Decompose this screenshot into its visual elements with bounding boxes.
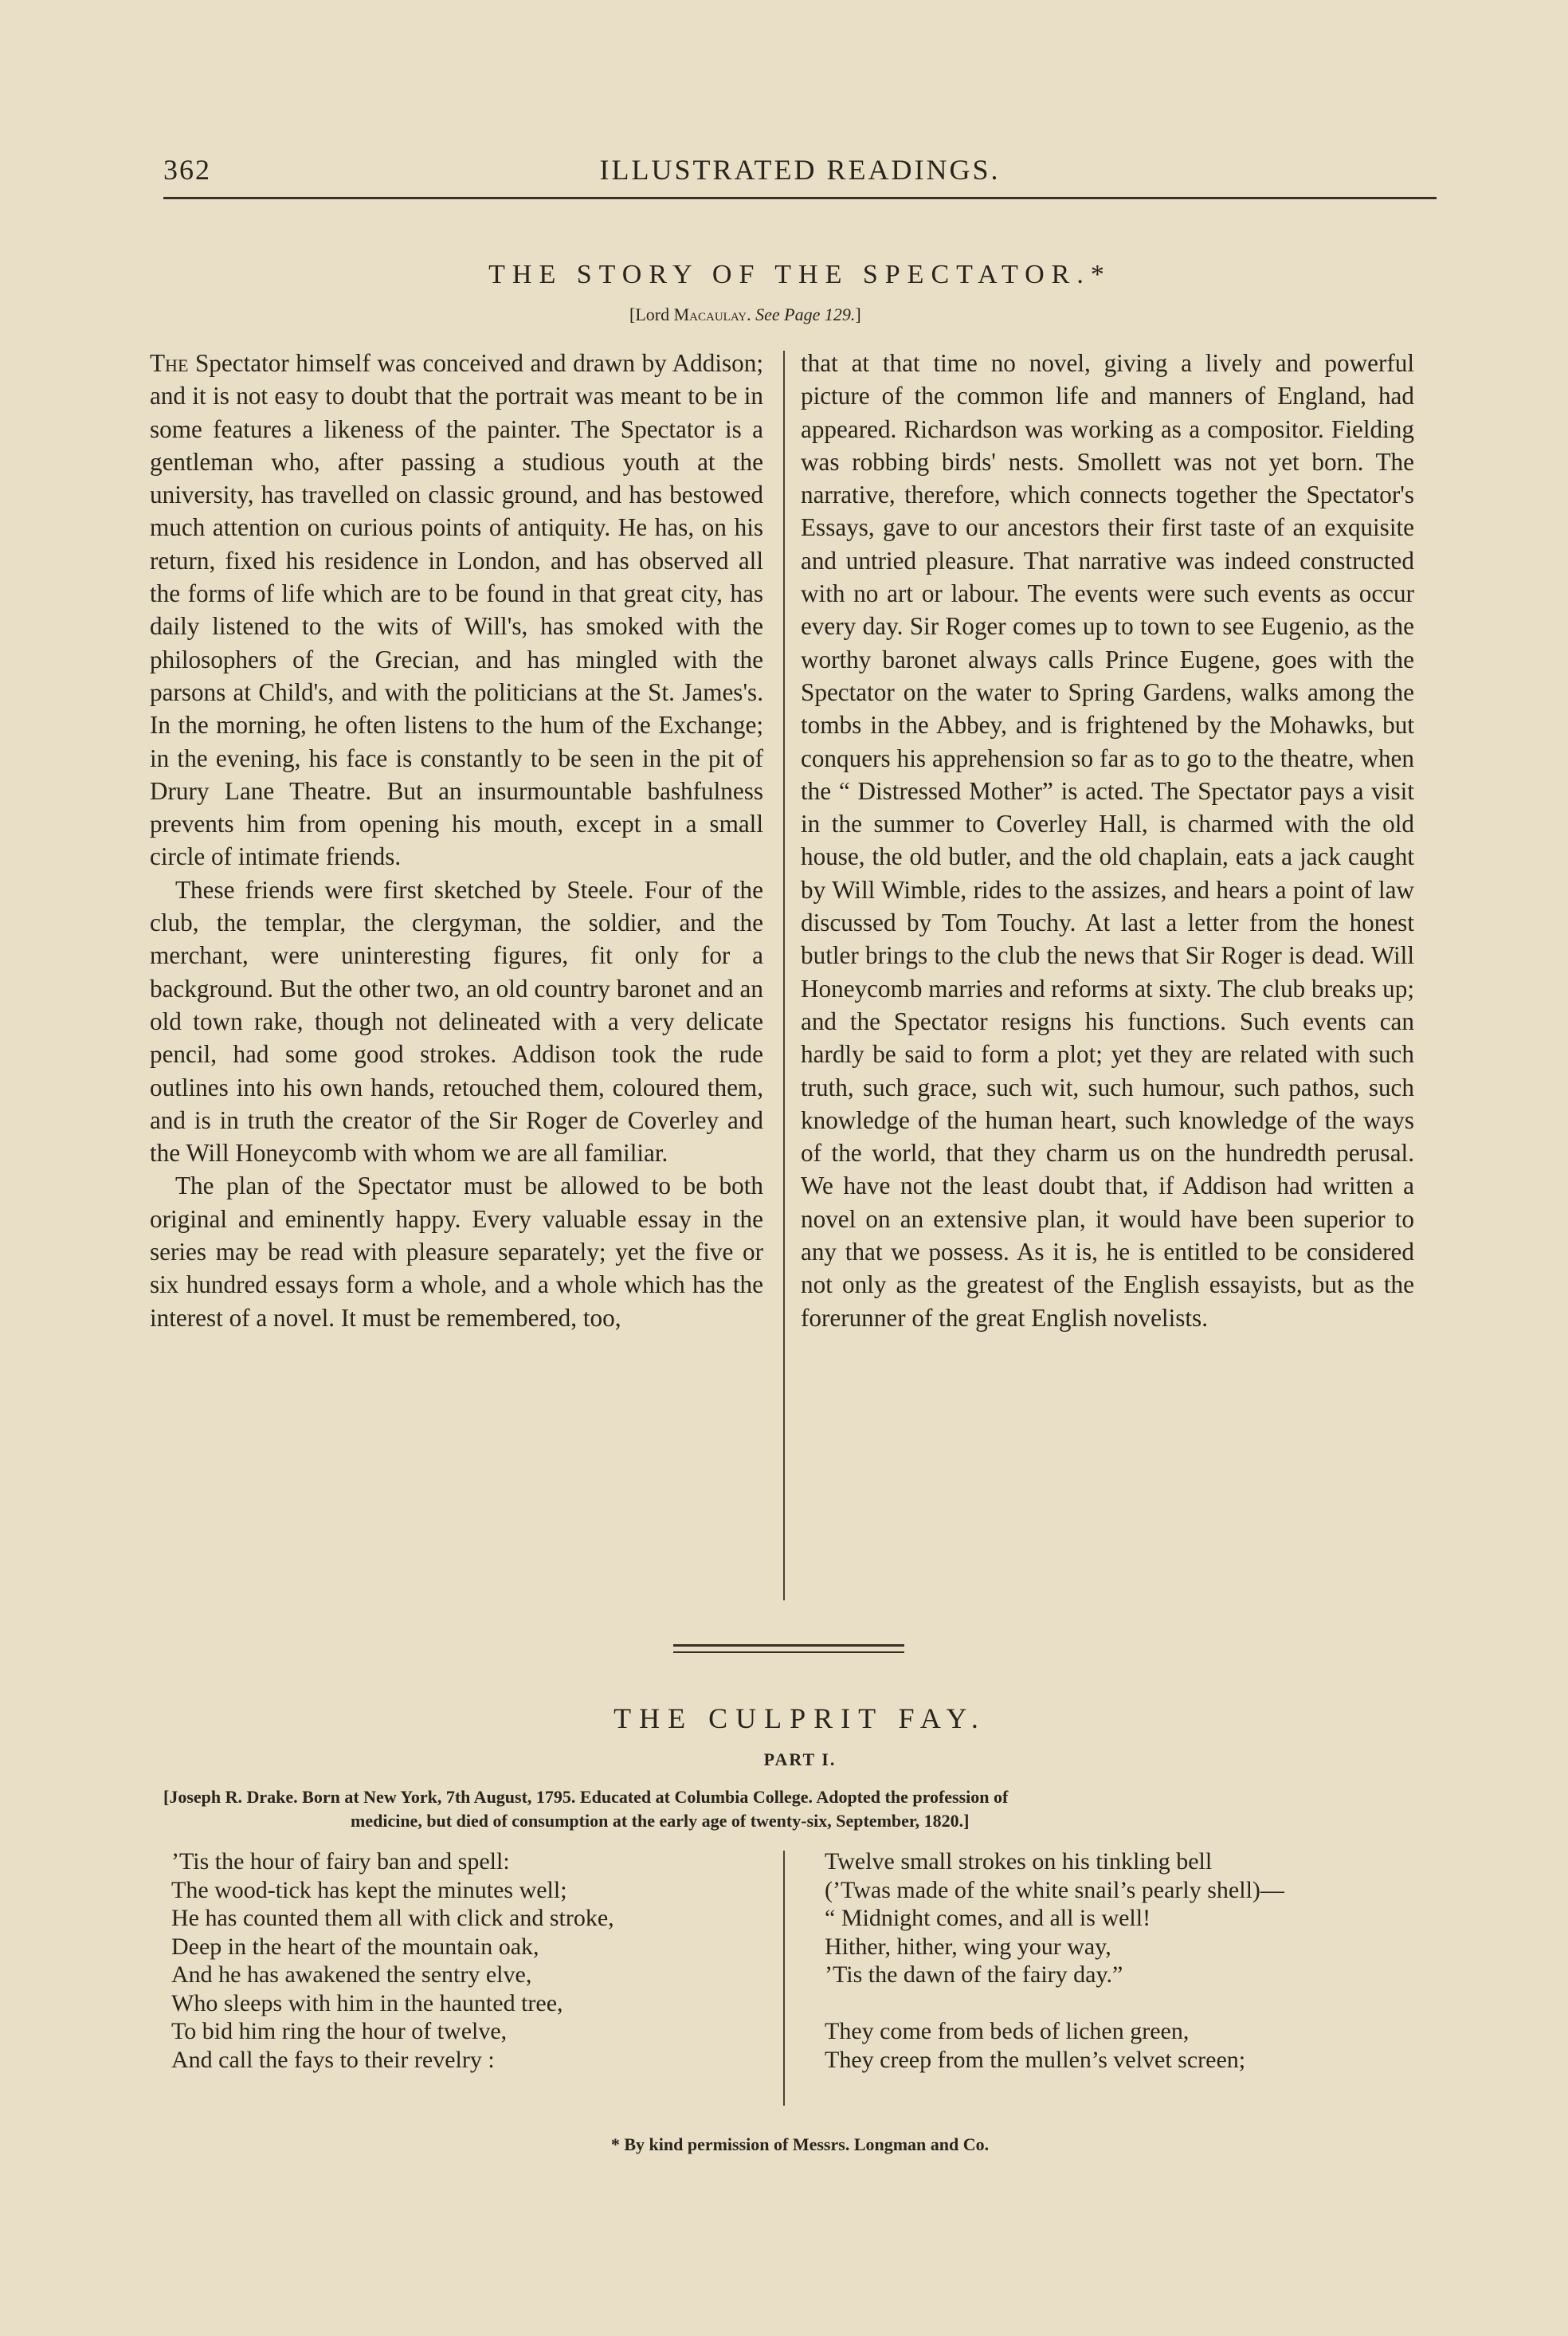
poem-line: Who sleeps with him in the haunted tree, xyxy=(171,1989,563,2016)
poem-part-label: PART I. xyxy=(763,1749,837,1769)
section-separator-rule-2 xyxy=(673,1651,904,1653)
column-divider xyxy=(783,351,785,1600)
poem-line: And he has awakened the sentry elve, xyxy=(171,1961,532,1988)
story-left-column xyxy=(150,347,763,1334)
poem-line: (’Twas made of the white snail’s pearly shell)— xyxy=(825,1876,1284,1903)
poem-author-note xyxy=(163,1785,1437,1833)
story-right-column xyxy=(801,347,1414,1334)
poem-note-line-1: [Joseph R. Drake. Born at New York, 7th August, 1795. Educated at Columbia College. Adopted the profession of xyxy=(163,1787,1009,1807)
header-rule xyxy=(163,197,1437,199)
attribution-sep: . xyxy=(747,304,756,324)
poem-line: The wood-tick has kept the minutes well; xyxy=(171,1876,567,1903)
story-paragraph-continued: that at that time no novel, giving a lively and powerful picture of the common life and manners of England, had appeared. Richardson was working as a compositor. Fielding was robbing birds' nests. Smollett was not yet born. The narrative, therefore, which connects together the Spectator's Essays, gave to our ancestors their first taste of an exquisite and untried pleasure. That narrative was indeed constructed with no art or labour. The events were such events as occur every day. Sir Roger comes up to town to see Eugenio, as the worthy baronet always calls Prince Eugene, goes with the Spectator on the water to Spring Gardens, walks among the tombs in the Abbey, and is frightened by the Mohawks, but conquers his apprehension so far as to go to the theatre, when the “ Distressed Mother” is acted. The Spectator pays a visit in the summer to Coverley Hall, is charmed with the old house, the old butler, and the old chaplain, eats a jack caught by Will Wimble, rides to the assizes, and hears a point of law discussed by Tom Touchy. At last a letter from the honest butler brings to the club the news that Sir Roger is dead. Will Honeycomb marries and reforms at sixty. The club breaks up; and the Spectator resigns his functions. Such events can hardly be said to form a plot; yet they are related with such truth, such grace, such wit, such humour, such pathos, such knowledge of the human heart, such knowledge of the ways of the world, that they charm us on the hundredth perusal. We have not the least doubt that, if Addison had written a novel on an extensive plan, it would have been superior to any that we possess. As it is, he is entitled to be considered not only as the greatest of the English essayists, but as the forerunner of the great English novelists. xyxy=(801,349,1414,1332)
poem-line: “ Midnight comes, and all is well! xyxy=(825,1905,1151,1931)
story-attribution xyxy=(629,304,861,325)
footnote: * By kind permission of Messrs. Longman and Co. xyxy=(610,2134,990,2154)
poem-note-line-2: medicine, but died of consumption at the early age of twenty-six, September, 1820.] xyxy=(351,1811,970,1831)
page-number: 362 xyxy=(163,154,211,186)
poem-title: THE CULPRIT FAY. xyxy=(613,1702,986,1734)
poem-line: ’Tis the dawn of the fairy day.” xyxy=(825,1961,1123,1988)
stanza-break xyxy=(825,1989,1446,2018)
section-separator-rule xyxy=(673,1644,904,1647)
story-paragraph-1 xyxy=(150,347,763,874)
poem-right-stanza xyxy=(825,1847,1446,2074)
running-title: ILLUSTRATED READINGS. xyxy=(599,154,1001,186)
poem-left-stanza xyxy=(171,1847,793,2074)
poem-line: To bid him ring the hour of twelve, xyxy=(171,2018,508,2044)
attribution-open: [Lord xyxy=(629,304,674,324)
attribution-author: Macaulay xyxy=(673,304,747,324)
attribution-see: See Page 129. xyxy=(755,304,856,324)
poem-line: Deep in the heart of the mountain oak, xyxy=(171,1933,539,1960)
paragraph-1-text: Spectator himself was conceived and drawn by Addison; and it is not easy to doubt that the portrait was meant to be in some features a likeness of the painter. The Spectator is a gentleman who, after passing a studious youth at the university, has travelled on classic ground, and has bestowed much attention on curious points of antiquity. He has, on his return, fixed his residence in London, and has observed all the forms of life which are to be found in that great city, has daily listened to the wits of Will's, has smoked with the philosophers of the Grecian, and has mingled with the parsons at Child's, and with the politicians at the St. James's. In the morning, he often listens to the hum of the Exchange; in the evening, his face is constantly to be seen in the pit of Drury Lane Theatre. But an insurmountable bashfulness prevents him from opening his mouth, except in a small circle of intimate friends. xyxy=(150,349,763,871)
poem-line: They creep from the mullen’s velvet screen; xyxy=(825,2046,1246,2073)
poem-line: Twelve small strokes on his tinkling bell xyxy=(825,1848,1213,1875)
poem-line: Hither, hither, wing your way, xyxy=(825,1933,1111,1960)
poem-line: And call the fays to their revelry : xyxy=(171,2046,495,2073)
running-head xyxy=(163,153,1437,194)
attribution-close: ] xyxy=(855,304,861,324)
story-title: THE STORY OF THE SPECTATOR.* xyxy=(488,260,1111,289)
poem-line: They come from beds of lichen green, xyxy=(825,2018,1190,2044)
poem-line: ’Tis the hour of fairy ban and spell: xyxy=(171,1848,510,1875)
story-paragraph-2: These friends were first sketched by Steele. Four of the club, the templar, the clergyman, the soldier, and the merchant, were uninteresting figures, fit only for a background. But the other two, an old country baronet and an old town rake, though not delineated with a very delicate pencil, had some good strokes. Addison took the rude outlines into his own hands, retouched them, coloured them, and is in truth the creator of the Sir Roger de Coverley and the Will Honeycomb with whom we are all familiar. xyxy=(150,875,763,1168)
poem-column-divider xyxy=(783,1851,785,2106)
story-paragraph-3: The plan of the Spectator must be allowed to be both original and eminently happy. Every valuable essay in the series may be read with pleasure separately; yet the five or six hundred essays form a whole, and a whole which has the interest of a novel. It must be remembered, too, xyxy=(150,1172,763,1332)
poem-line: He has counted them all with click and stroke, xyxy=(171,1905,614,1931)
paragraph-lead-word: The xyxy=(150,349,189,377)
